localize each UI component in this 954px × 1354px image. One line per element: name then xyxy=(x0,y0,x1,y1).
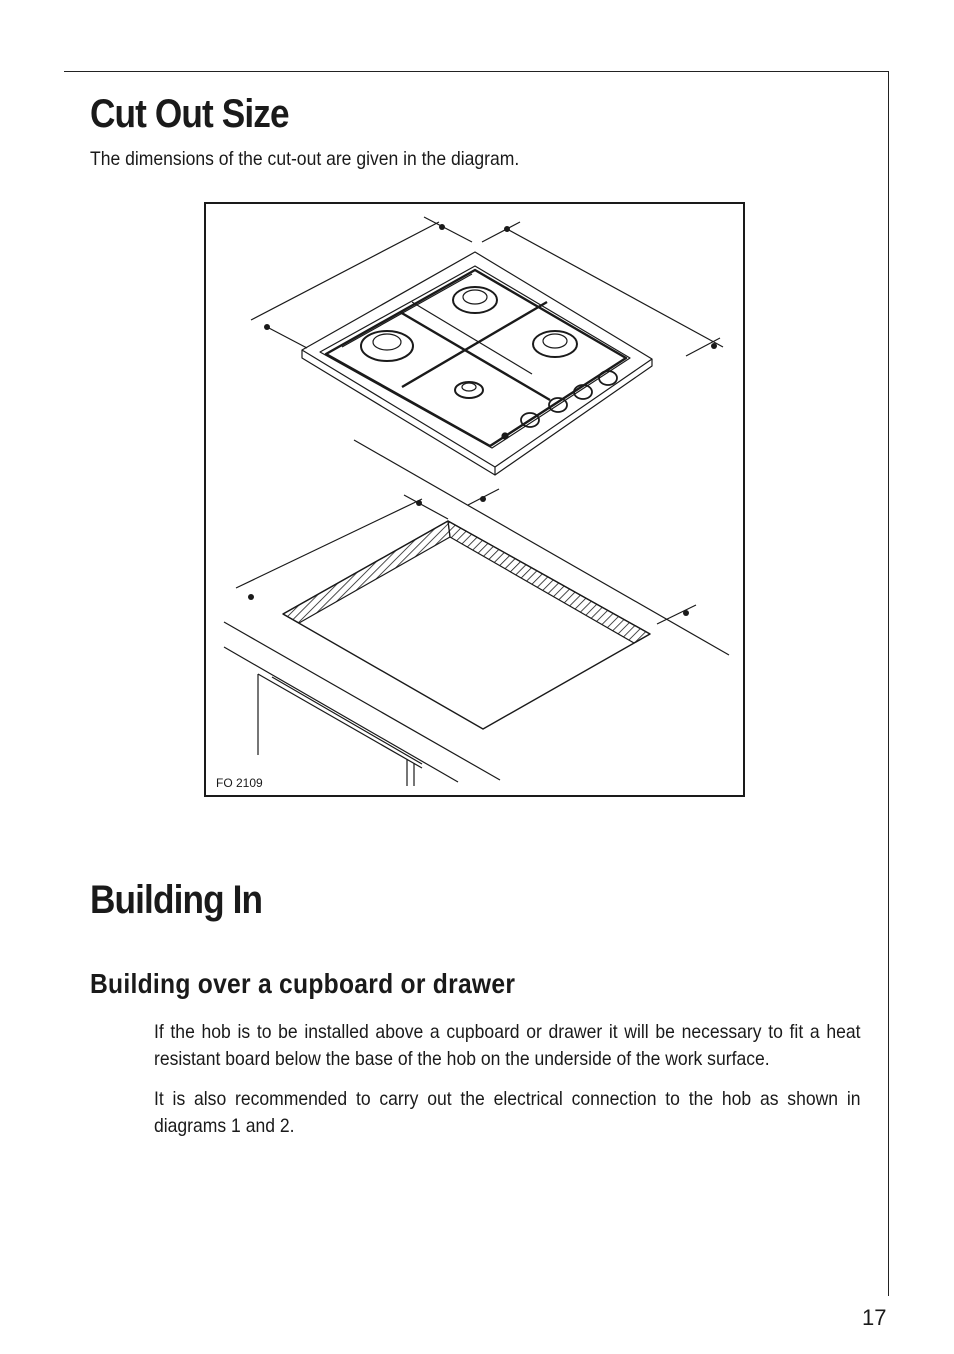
paragraph-electrical-connection: It is also recommended to carry out the electrical connection to the hob as shown in diagrams 1 and 2. xyxy=(154,1088,861,1137)
cut-out-diagram xyxy=(204,202,745,797)
subsection-title-cupboard-drawer: Building over a cupboard or drawer xyxy=(90,968,516,999)
figure-code-label: FO 2109 xyxy=(216,776,263,790)
top-rule xyxy=(64,71,889,72)
cut-out-intro-text: The dimensions of the cut-out are given in the diagram. xyxy=(90,148,520,170)
hob-cutout-illustration xyxy=(206,204,743,795)
section-title-building-in: Building In xyxy=(90,878,263,922)
section-title-cut-out-size: Cut Out Size xyxy=(90,92,289,136)
paragraph-heat-resistant-board: If the hob is to be installed above a cupboard or drawer it will be necessary to fit a heat resistant board below the base of the hob on the underside of the work surface. xyxy=(154,1021,861,1070)
page-number: 17 xyxy=(862,1305,887,1330)
right-margin-rule xyxy=(888,71,889,1296)
